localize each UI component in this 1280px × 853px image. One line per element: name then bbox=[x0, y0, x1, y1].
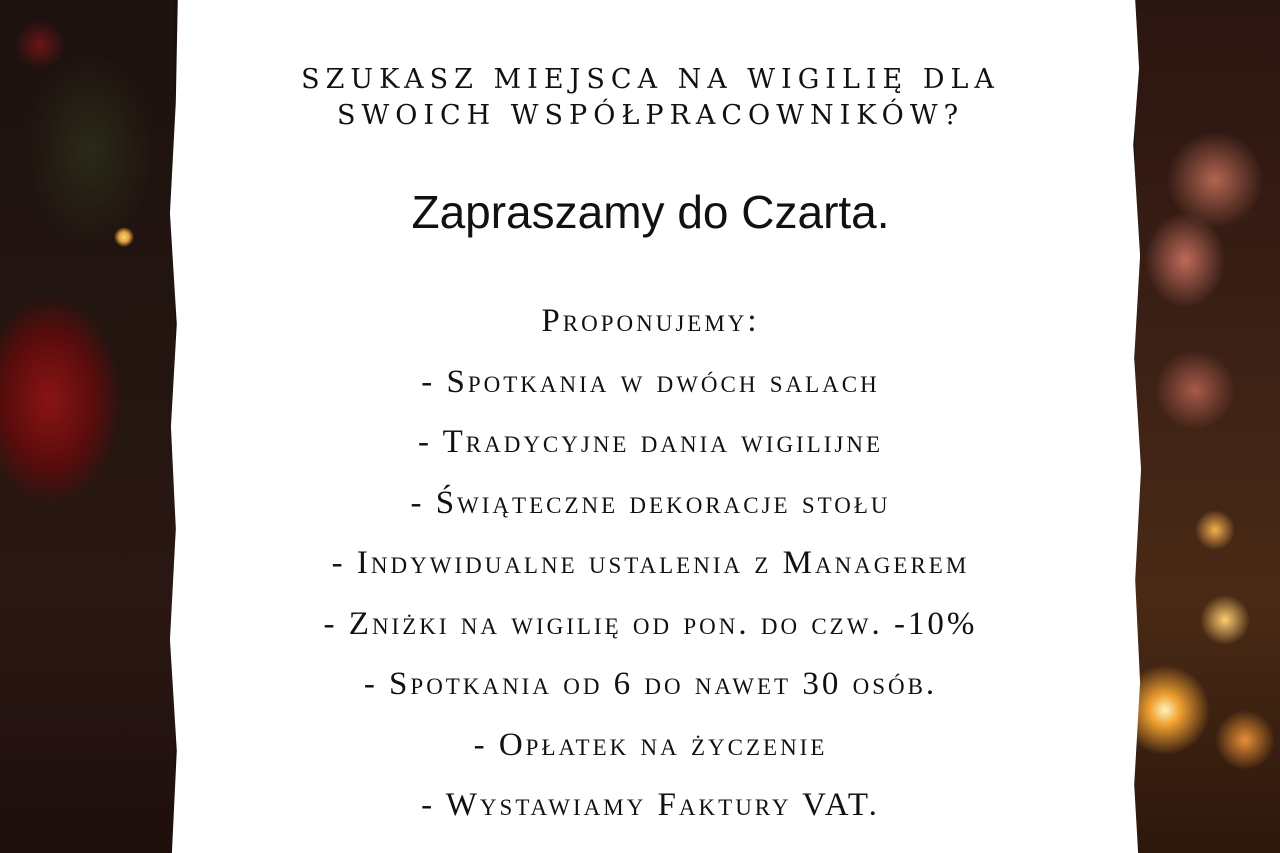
offer-item: - Opłatek na życzenie bbox=[473, 726, 828, 763]
offer-item: - Zniżki na wigilię od pon. do czw. -10% bbox=[323, 605, 978, 642]
question-heading bbox=[168, 62, 1133, 134]
offer-item: - Spotkania w dwóch salach bbox=[421, 363, 880, 400]
question-line-1: SZUKASZ MIEJSCA NA WIGILIĘ DLA bbox=[301, 64, 1000, 95]
offer-item: - Indywidualne ustalenia z Managerem bbox=[331, 545, 970, 581]
right-photo-candles bbox=[1135, 0, 1280, 853]
headline: Zapraszamy do Czarta. bbox=[411, 186, 890, 238]
left-photo-roses bbox=[0, 0, 175, 853]
offer-item: - Wystawiamy Faktury VAT. bbox=[421, 787, 880, 823]
offer-title: Proponujemy: bbox=[541, 303, 760, 339]
offer-item: - Spotkania od 6 do nawet 30 osób. bbox=[363, 666, 938, 702]
offer-list bbox=[168, 300, 1133, 845]
offer-item: - Świąteczne dekoracje stołu bbox=[410, 484, 891, 521]
question-line-2: SWOICH WSPÓŁPRACOWNIKÓW? bbox=[336, 100, 965, 131]
offer-item: - Tradycyjne dania wigilijne bbox=[417, 424, 884, 460]
